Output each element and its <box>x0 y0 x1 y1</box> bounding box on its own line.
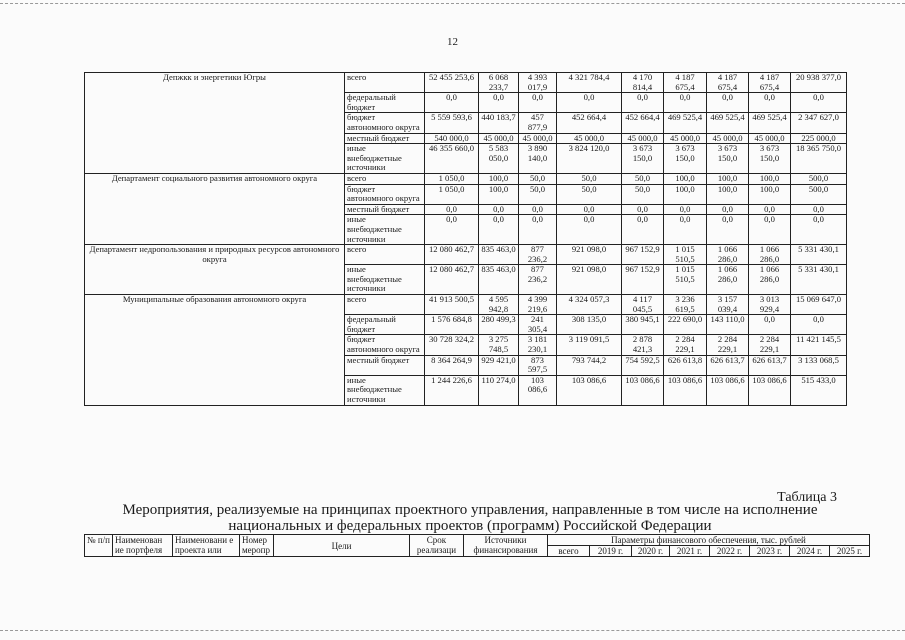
amount-cell: 45 000,0 <box>749 133 791 144</box>
amount-cell: 50,0 <box>557 173 622 184</box>
amount-cell: 50,0 <box>557 184 622 204</box>
amount-cell: 100,0 <box>479 173 519 184</box>
amount-cell: 50,0 <box>519 184 557 204</box>
amount-cell: 45 000,0 <box>707 133 749 144</box>
amount-cell: 46 355 660,0 <box>425 144 479 174</box>
amount-cell: 100,0 <box>707 184 749 204</box>
amount-cell: 877 236,2 <box>519 245 557 265</box>
amount-cell: 626 613,7 <box>707 355 749 375</box>
amount-cell: 3 119 091,5 <box>557 335 622 355</box>
amount-cell: 308 135,0 <box>557 315 622 335</box>
amount-cell: 0,0 <box>479 215 519 245</box>
amount-cell: 469 525,4 <box>749 113 791 133</box>
amount-cell: 11 421 145,5 <box>791 335 847 355</box>
amount-cell: 0,0 <box>557 93 622 113</box>
amount-cell: 2 284 229,1 <box>707 335 749 355</box>
amount-cell: 457 877,9 <box>519 113 557 133</box>
funding-source-label: иные внебюджетные источники <box>345 144 425 174</box>
amount-cell: 100,0 <box>749 184 791 204</box>
amount-cell: 103 086,6 <box>749 375 791 405</box>
table-3-title: Мероприятия, реализуемые на принципах проектного управления, направленные в том числе на исполнение национальных и федеральных проектов (программ) Российской Федерации <box>122 502 818 534</box>
amount-cell: 5 331 430,1 <box>791 245 847 265</box>
financing-table <box>84 72 847 406</box>
amount-cell: 0,0 <box>479 93 519 113</box>
amount-cell: 0,0 <box>707 204 749 215</box>
amount-cell: 515 433,0 <box>791 375 847 405</box>
amount-cell: 45 000,0 <box>519 133 557 144</box>
amount-cell: 12 080 462,7 <box>425 265 479 295</box>
year-header: 2021 г. <box>669 546 709 557</box>
amount-cell: 0,0 <box>425 93 479 113</box>
amount-cell: 380 945,1 <box>622 315 664 335</box>
organization-name: Муниципальные образования автономного округа <box>85 295 345 406</box>
amount-cell: 4 170 814,4 <box>622 73 664 93</box>
amount-cell: 873 597,5 <box>519 355 557 375</box>
amount-cell: 1 015 510,5 <box>664 265 707 295</box>
year-header: 2020 г. <box>631 546 669 557</box>
amount-cell: 1 576 684,8 <box>425 315 479 335</box>
year-header: 2023 г. <box>749 546 789 557</box>
amount-cell: 5 559 593,6 <box>425 113 479 133</box>
amount-cell: 103 086,6 <box>664 375 707 405</box>
amount-cell: 0,0 <box>791 215 847 245</box>
funding-source-label: бюджет автономного округа <box>345 113 425 133</box>
amount-cell: 921 098,0 <box>557 265 622 295</box>
amount-cell: 4 595 942,8 <box>479 295 519 315</box>
amount-cell: 0,0 <box>519 215 557 245</box>
table-row <box>85 73 847 93</box>
amount-cell: 100,0 <box>664 184 707 204</box>
amount-cell: 2 284 229,1 <box>664 335 707 355</box>
amount-cell: 1 050,0 <box>425 173 479 184</box>
amount-cell: 0,0 <box>622 204 664 215</box>
amount-cell: 15 069 647,0 <box>791 295 847 315</box>
amount-cell: 3 236 619,5 <box>664 295 707 315</box>
amount-cell: 626 613,8 <box>664 355 707 375</box>
amount-cell: 500,0 <box>791 173 847 184</box>
amount-cell: 0,0 <box>622 93 664 113</box>
amount-cell: 877 236,2 <box>519 265 557 295</box>
amount-cell: 45 000,0 <box>557 133 622 144</box>
table-3-header <box>84 534 870 557</box>
amount-cell: 0,0 <box>707 93 749 113</box>
amount-cell: 0,0 <box>749 315 791 335</box>
funding-source-label: иные внебюджетные источники <box>345 265 425 295</box>
amount-cell: 4 187 675,4 <box>707 73 749 93</box>
funding-source-label: федеральный бюджет <box>345 93 425 113</box>
amount-cell: 45 000,0 <box>622 133 664 144</box>
amount-cell: 100,0 <box>707 173 749 184</box>
amount-cell: 967 152,9 <box>622 265 664 295</box>
amount-cell: 3 824 120,0 <box>557 144 622 174</box>
col-num-header: № п/п <box>85 535 113 557</box>
amount-cell: 4 321 784,4 <box>557 73 622 93</box>
amount-cell: 440 183,7 <box>479 113 519 133</box>
amount-cell: 103 086,6 <box>557 375 622 405</box>
amount-cell: 100,0 <box>664 173 707 184</box>
amount-cell: 225 000,0 <box>791 133 847 144</box>
amount-cell: 626 613,7 <box>749 355 791 375</box>
funding-source-label: всего <box>345 245 425 265</box>
amount-cell: 929 421,0 <box>479 355 519 375</box>
amount-cell: 4 324 057,3 <box>557 295 622 315</box>
amount-cell: 452 664,4 <box>557 113 622 133</box>
funding-source-label: бюджет автономного округа <box>345 184 425 204</box>
amount-cell: 0,0 <box>519 204 557 215</box>
amount-cell: 1 066 286,0 <box>749 265 791 295</box>
amount-cell: 222 690,0 <box>664 315 707 335</box>
amount-cell: 30 728 324,2 <box>425 335 479 355</box>
amount-cell: 1 066 286,0 <box>749 245 791 265</box>
amount-cell: 41 913 500,5 <box>425 295 479 315</box>
amount-cell: 1 050,0 <box>425 184 479 204</box>
year-header: всего <box>547 546 589 557</box>
col-term-header: Срок реализаци <box>409 535 463 557</box>
organization-name: Депжкк и энергетики Югры <box>85 73 345 174</box>
amount-cell: 754 592,5 <box>622 355 664 375</box>
amount-cell: 280 499,3 <box>479 315 519 335</box>
amount-cell: 100,0 <box>479 184 519 204</box>
amount-cell: 3 673 150,0 <box>622 144 664 174</box>
amount-cell: 0,0 <box>664 215 707 245</box>
amount-cell: 4 399 219,6 <box>519 295 557 315</box>
amount-cell: 4 117 045,5 <box>622 295 664 315</box>
funding-source-label: всего <box>345 173 425 184</box>
amount-cell: 3 673 150,0 <box>707 144 749 174</box>
amount-cell: 5 331 430,1 <box>791 265 847 295</box>
amount-cell: 1 244 226,6 <box>425 375 479 405</box>
amount-cell: 20 938 377,0 <box>791 73 847 93</box>
amount-cell: 18 365 750,0 <box>791 144 847 174</box>
col-event-no-header: Номер меропр <box>239 535 273 557</box>
page-number: 12 <box>447 36 458 48</box>
amount-cell: 469 525,4 <box>707 113 749 133</box>
amount-cell: 835 463,0 <box>479 245 519 265</box>
amount-cell: 0,0 <box>791 204 847 215</box>
amount-cell: 6 068 233,7 <box>479 73 519 93</box>
amount-cell: 0,0 <box>664 204 707 215</box>
amount-cell: 3 157 039,4 <box>707 295 749 315</box>
amount-cell: 0,0 <box>425 204 479 215</box>
amount-cell: 8 364 264,9 <box>425 355 479 375</box>
year-header: 2019 г. <box>589 546 631 557</box>
amount-cell: 0,0 <box>707 215 749 245</box>
amount-cell: 50,0 <box>519 173 557 184</box>
amount-cell: 12 080 462,7 <box>425 245 479 265</box>
amount-cell: 4 187 675,4 <box>664 73 707 93</box>
year-header: 2022 г. <box>709 546 749 557</box>
amount-cell: 0,0 <box>791 93 847 113</box>
amount-cell: 793 744,2 <box>557 355 622 375</box>
funding-source-label: федеральный бюджет <box>345 315 425 335</box>
amount-cell: 835 463,0 <box>479 265 519 295</box>
amount-cell: 0,0 <box>622 215 664 245</box>
amount-cell: 52 455 253,6 <box>425 73 479 93</box>
scan-top-edge <box>0 3 905 4</box>
amount-cell: 45 000,0 <box>479 133 519 144</box>
amount-cell: 2 284 229,1 <box>749 335 791 355</box>
params-header: Параметры финансового обеспечения, тыс. рублей <box>547 535 869 546</box>
amount-cell: 452 664,4 <box>622 113 664 133</box>
amount-cell: 3 890 140,0 <box>519 144 557 174</box>
table-row <box>85 173 847 184</box>
year-header: 2024 г. <box>789 546 829 557</box>
scan-bottom-edge <box>0 630 905 631</box>
amount-cell: 0,0 <box>749 204 791 215</box>
amount-cell: 100,0 <box>749 173 791 184</box>
amount-cell: 469 525,4 <box>664 113 707 133</box>
amount-cell: 0,0 <box>749 215 791 245</box>
amount-cell: 50,0 <box>622 184 664 204</box>
amount-cell: 0,0 <box>425 215 479 245</box>
amount-cell: 0,0 <box>557 215 622 245</box>
amount-cell: 0,0 <box>557 204 622 215</box>
amount-cell: 1 066 286,0 <box>707 265 749 295</box>
amount-cell: 0,0 <box>519 93 557 113</box>
amount-cell: 0,0 <box>791 315 847 335</box>
amount-cell: 500,0 <box>791 184 847 204</box>
col-sources-header: Источники финансирования <box>463 535 547 557</box>
amount-cell: 967 152,9 <box>622 245 664 265</box>
organization-name: Департамент социального развития автономного округа <box>85 173 345 244</box>
amount-cell: 50,0 <box>622 173 664 184</box>
amount-cell: 241 305,4 <box>519 315 557 335</box>
amount-cell: 540 000,0 <box>425 133 479 144</box>
funding-source-label: местный бюджет <box>345 355 425 375</box>
year-header: 2025 г. <box>829 546 869 557</box>
table-3-caption: Таблица 3 <box>777 490 837 505</box>
col-portfolio-header: Наименован ие портфеля <box>112 535 172 557</box>
amount-cell: 103 086,6 <box>707 375 749 405</box>
funding-source-label: местный бюджет <box>345 133 425 144</box>
amount-cell: 2 347 627,0 <box>791 113 847 133</box>
table-row <box>85 245 847 265</box>
amount-cell: 4 393 017,9 <box>519 73 557 93</box>
amount-cell: 45 000,0 <box>664 133 707 144</box>
funding-source-label: местный бюджет <box>345 204 425 215</box>
amount-cell: 0,0 <box>479 204 519 215</box>
amount-cell: 2 878 421,3 <box>622 335 664 355</box>
amount-cell: 110 274,0 <box>479 375 519 405</box>
funding-source-label: иные внебюджетные источники <box>345 375 425 405</box>
amount-cell: 3 673 150,0 <box>749 144 791 174</box>
amount-cell: 3 275 748,5 <box>479 335 519 355</box>
amount-cell: 4 187 675,4 <box>749 73 791 93</box>
amount-cell: 3 181 230,1 <box>519 335 557 355</box>
funding-source-label: бюджет автономного округа <box>345 335 425 355</box>
amount-cell: 103 086,6 <box>622 375 664 405</box>
organization-name: Департамент недропользования и природных ресурсов автономного округа <box>85 245 345 295</box>
col-project-header: Наименовани е проекта или <box>172 535 239 557</box>
amount-cell: 921 098,0 <box>557 245 622 265</box>
amount-cell: 103 086,6 <box>519 375 557 405</box>
amount-cell: 5 583 050,0 <box>479 144 519 174</box>
amount-cell: 3 673 150,0 <box>664 144 707 174</box>
funding-source-label: иные внебюджетные источники <box>345 215 425 245</box>
amount-cell: 1 015 510,5 <box>664 245 707 265</box>
amount-cell: 3 133 068,5 <box>791 355 847 375</box>
funding-source-label: всего <box>345 73 425 93</box>
funding-source-label: всего <box>345 295 425 315</box>
col-goals-header: Цели <box>273 535 409 557</box>
table-row <box>85 295 847 315</box>
amount-cell: 0,0 <box>664 93 707 113</box>
amount-cell: 0,0 <box>749 93 791 113</box>
amount-cell: 1 066 286,0 <box>707 245 749 265</box>
amount-cell: 143 110,0 <box>707 315 749 335</box>
amount-cell: 3 013 929,4 <box>749 295 791 315</box>
